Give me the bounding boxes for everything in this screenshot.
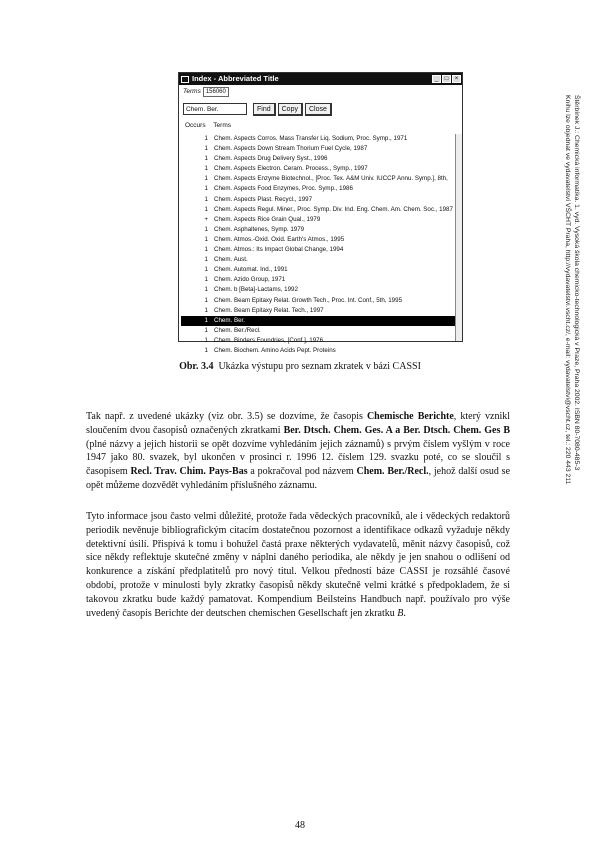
term-text: Chem. Automat. Ind., 1991 xyxy=(214,266,288,274)
list-item[interactable] xyxy=(181,275,460,285)
paragraph-1 xyxy=(86,410,510,493)
abbreviation-b: B xyxy=(397,607,404,619)
text-span: , jehož další osud se opět můžeme dozvědět vyhledáním příslušného záznamu. xyxy=(86,466,511,491)
list-item[interactable] xyxy=(181,235,460,245)
list-item[interactable] xyxy=(181,296,460,306)
term-text: Chem. Aspects Enzyme Biotechnol., [Proc. Tex. A&M Univ. IUCCP Annu. Symp.], 8th, xyxy=(214,175,448,183)
term-text: Chem. Aspects Regul. Miner., Proc. Symp. Div. Ind. Eng. Chem. Am. Chem. Soc., 1987 xyxy=(214,205,453,213)
list-item[interactable] xyxy=(181,225,460,235)
list-item[interactable] xyxy=(181,205,460,215)
list-item[interactable] xyxy=(181,215,460,225)
window-menu-icon[interactable] xyxy=(181,76,189,83)
occurs-count: 1 xyxy=(204,336,208,344)
occurs-count: 1 xyxy=(204,185,208,193)
list-item[interactable] xyxy=(181,154,460,164)
list-item[interactable] xyxy=(181,265,460,275)
term-text: Chem. Binders Foundries, [Conf.], 1976 xyxy=(214,336,324,344)
occurs-count: 1 xyxy=(204,235,208,243)
occurs-count: 1 xyxy=(204,205,208,213)
list-item[interactable] xyxy=(181,326,460,336)
page-number: 48 xyxy=(295,820,305,831)
occurs-count: 1 xyxy=(204,165,208,173)
occurs-count: 1 xyxy=(204,256,208,264)
occurs-count: 1 xyxy=(204,346,208,354)
occurs-count: 1 xyxy=(204,296,208,304)
term-text: Chem. Biochem. Amino Acids Pept. Proteins xyxy=(214,346,336,354)
occurs-column-header: Occurs xyxy=(185,122,206,129)
text-span: , který vznikl sloučením dvou časopisů označených zkratkami xyxy=(86,411,510,436)
text-span: Tak např. z uvedené ukázky (viz obr. 3.5) se dozvíme, že časopis xyxy=(86,411,367,422)
cassi-index-window xyxy=(178,72,463,354)
terms-list[interactable] xyxy=(181,134,460,354)
occurs-count: 1 xyxy=(204,195,208,203)
occurs-count: 1 xyxy=(204,225,208,233)
term-text: Chem. Aspects Down Stream Thorium Fuel Cycle, 1987 xyxy=(214,145,368,153)
occurs-count: 1 xyxy=(204,286,208,294)
term-text: Chem. Ber. xyxy=(214,316,245,324)
list-item[interactable] xyxy=(181,336,460,346)
close-icon[interactable]: × xyxy=(452,75,461,83)
list-item[interactable] xyxy=(181,245,460,255)
list-item[interactable] xyxy=(181,164,460,174)
term-text: Chem. Azido Group, 1971 xyxy=(214,276,286,284)
figure-caption xyxy=(0,361,600,372)
term-text: Chem. Asphaltenes, Symp. 1979 xyxy=(214,225,305,233)
term-text: Chem. Aspects Drug Delivery Syst., 1996 xyxy=(214,155,328,163)
terms-label: Terms xyxy=(183,88,201,95)
occurs-count: 1 xyxy=(204,246,208,254)
list-item[interactable] xyxy=(181,306,460,316)
term-text: Chem. Aspects Food Enzymes, Proc. Symp., 1986 xyxy=(214,185,353,193)
term-text: Chem. Atmos.: Its Impact Global Change, 1994 xyxy=(214,246,344,254)
term-text: Chem. Aspects Corros. Mass Transfer Liq. Sodium, Proc. Symp., 1971 xyxy=(214,135,408,142)
find-button[interactable]: Find xyxy=(253,103,276,116)
side-note-line-2: Knihu lze objednat ve vydavatelství VŠCHT Praha, http://vydavatelstvi.vscht.cz/, e-mail: vydavatelstvi@vscht.cz, tel.: 220 443 211 xyxy=(564,95,571,485)
occurs-count: 1 xyxy=(204,266,208,274)
text-span: . xyxy=(403,607,406,619)
journal-abbreviation: Chem. Ber./Recl. xyxy=(356,466,429,478)
journal-abbreviation: Recl. Trav. Chim. Pays-Bas xyxy=(130,466,248,478)
list-item[interactable] xyxy=(181,346,460,356)
list-item[interactable] xyxy=(181,255,460,265)
vertical-scrollbar[interactable] xyxy=(455,134,462,341)
list-item[interactable] xyxy=(181,174,460,184)
terms-count: 156060 xyxy=(203,87,229,97)
term-text: Chem. Beam Epitaxy Relat. Growth Tech., Proc. Int. Conf., 5th, 1995 xyxy=(214,296,403,304)
occurs-count: + xyxy=(204,215,208,223)
list-item[interactable] xyxy=(181,316,460,326)
term-text: Chem. b [Beta]-Lactams, 1992 xyxy=(214,286,298,294)
occurs-count: 1 xyxy=(204,155,208,163)
copy-button[interactable]: Copy xyxy=(278,103,303,116)
side-note-line-1: Štěrbínek J.: Chemická informatika. 1. vyd. Vysoká škola chemicko-technologická v Praze, Praha 2002. ISBN 80-7080-485-3 xyxy=(573,95,580,471)
occurs-count: 1 xyxy=(204,175,208,183)
maximize-icon[interactable]: □ xyxy=(442,75,451,83)
occurs-count: 1 xyxy=(204,145,208,153)
search-input[interactable]: Chem. Ber. xyxy=(183,103,247,115)
terms-column-header: Terms xyxy=(213,122,231,129)
occurs-count: 1 xyxy=(204,135,208,142)
close-button[interactable]: Close xyxy=(305,103,332,116)
occurs-count: 1 xyxy=(204,316,208,324)
term-text: Chem. Beam Epitaxy Relat. Tech., 1997 xyxy=(214,306,324,314)
text-span: a pokračoval pod názvem xyxy=(247,466,357,478)
window-titlebar xyxy=(179,73,462,85)
occurs-count: 1 xyxy=(204,326,208,334)
term-text: Chem. Aspects Plast. Recycl., 1997 xyxy=(214,195,313,203)
term-text: Chem. Ber./Recl. xyxy=(214,326,261,334)
list-header xyxy=(179,119,462,130)
figure-caption-text: Ukázka výstupu pro seznam zkratek v bázi CASSI xyxy=(218,361,421,372)
occurs-count: 1 xyxy=(204,276,208,284)
minimize-icon[interactable]: _ xyxy=(432,75,441,83)
search-row xyxy=(179,99,462,119)
term-text: Chem. Aspects Electron. Ceram. Process., Symp., 1997 xyxy=(214,165,368,173)
term-text: Chem. Aust. xyxy=(214,256,248,264)
terms-count-row xyxy=(179,85,462,99)
window-title: Index - Abbreviated Title xyxy=(192,74,279,83)
list-item[interactable] xyxy=(181,285,460,295)
term-text: Chem. Atmos.-Oxid. Oxid. Earth's Atmos., 1995 xyxy=(214,235,345,243)
journal-abbreviations: Ber. Dtsch. Chem. Ges. A a Ber. Dtsch. Chem. Ges B xyxy=(283,424,510,436)
text-span: (plné názvy a jejich historii se opět dozvíme vyhledáním jejich záznamů) s prvým číslem vyšlým v roce 1947 jako 80. svazek, byl ukončen v prosinci r. 1996 12. číslem 129. svazku poté, co se sloučil s časopisem xyxy=(86,438,510,478)
figure-label: Obr. 3.4 xyxy=(179,361,214,372)
list-item[interactable] xyxy=(181,195,460,205)
journal-name: Chemische Berichte xyxy=(366,411,454,422)
list-item[interactable] xyxy=(181,144,460,154)
text-span: Tyto informace jsou často velmi důležité, protože řada vědeckých pracovníků, ale i vědeckých redaktorů periodik nevěnuje bibliografickým citacím dostatečnou pozornost a identifikace odkazů vyžaduje někdy detektivní úsilí. Přispívá k tomu i bohužel častá praxe některých vydavatelů, měnit názvy časopisů, což sice někdy reflektuje skutečné změny v náplni daného periodika, ale někdy je jen snahou o odlišení od konkurence a získání předplatitelů pro nový titul. Velkou předností báze CASSI je rozsáhlé časové období, protože v minulosti byly zkratky časopisů někdy skutečně velmi krátké s předpokladem, že si takovou zkratku bude každý pamatovat. Kompendium Beilsteins Handbuch např. používalo pro výše uvedený časopis Berichte der deutschen chemischen Gesellschaft jen zkratku xyxy=(86,511,510,619)
occurs-count: 1 xyxy=(204,306,208,314)
list-item[interactable] xyxy=(181,184,460,194)
term-text: Chem. Aspects Rice Grain Qual., 1979 xyxy=(214,215,321,223)
list-item[interactable] xyxy=(181,134,460,144)
paragraph-2 xyxy=(86,510,510,620)
